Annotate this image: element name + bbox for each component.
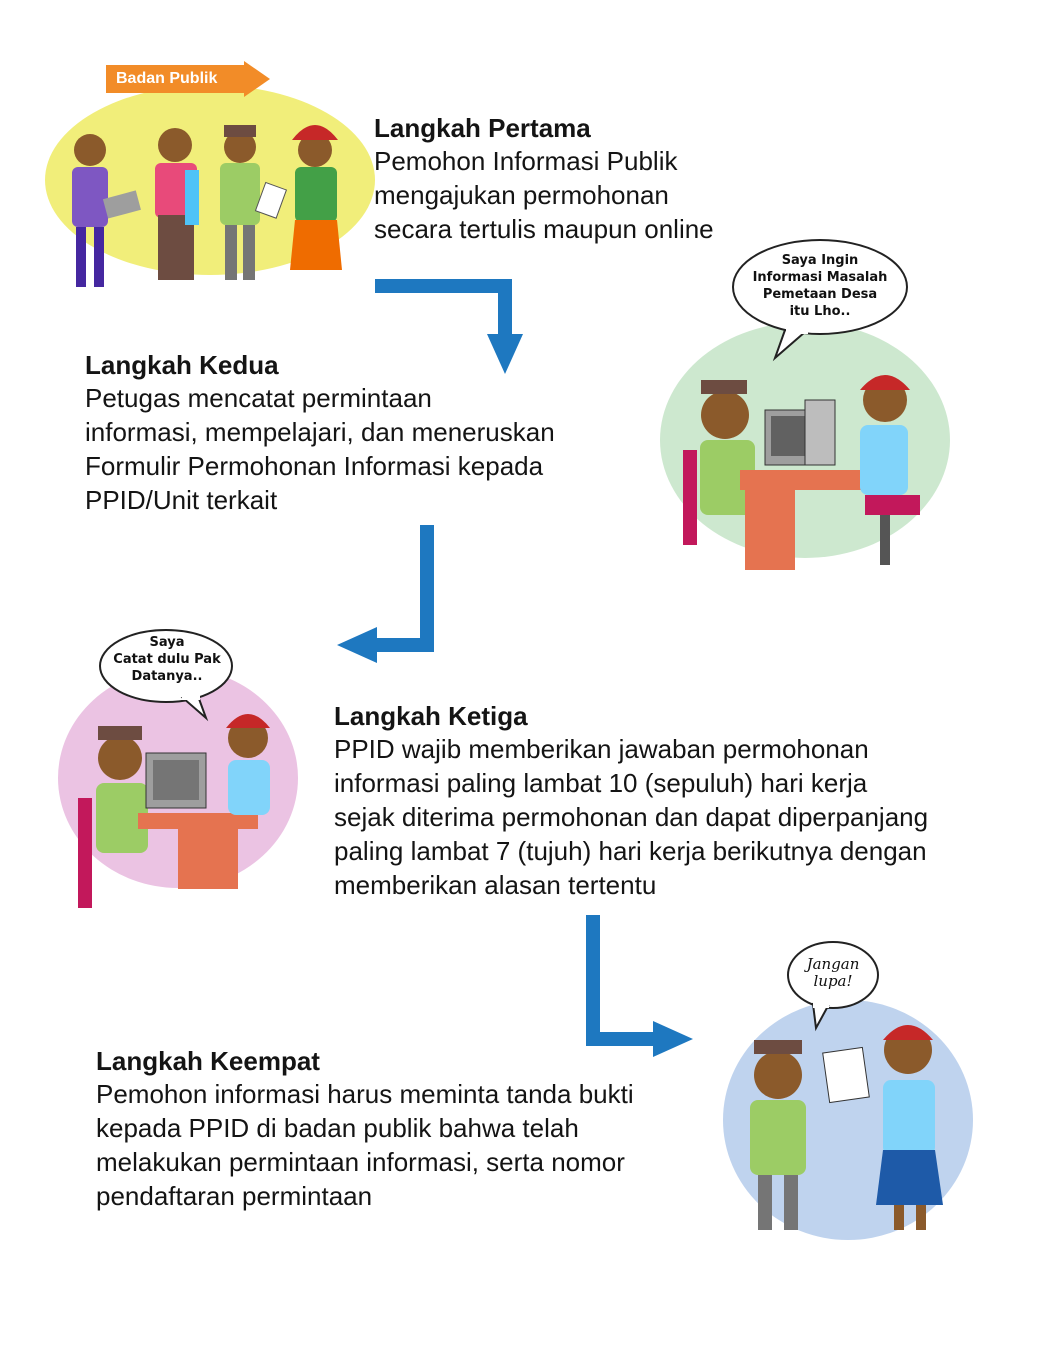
badan-publik-badge [106,61,270,97]
step-2 [85,349,625,517]
step-1-text: Pemohon Informasi Publik mengajukan permohonan secara tertulis maupun online [374,146,714,244]
step-2-title: Langkah Kedua [85,350,279,380]
flow-arrow-3 [583,915,698,1065]
illustration-registration [58,628,303,923]
step-3-text: PPID wajib memberikan jawaban permohonan informasi paling lambat 10 (sepuluh) hari kerja sejak diterima permohonan dan dapat diperpanjang paling lambat 7 (tujuh) hari kerja berikutnya dengan memberikan alasan tertentu [334,734,929,900]
step-4 [96,1045,716,1213]
step-3-title: Langkah Ketiga [334,701,528,731]
step-4-text: Pemohon informasi harus meminta tanda bukti kepada PPID di badan publik bahwa telah melakukan permintaan informasi, serta nomor pendaftaran permintaan [96,1079,634,1211]
illustration-public-body [20,55,365,305]
speech-bubble-step-4: Jangan lupa! [806,955,860,990]
illustration-receipt [718,940,988,1245]
step-3 [334,700,1024,902]
step-4-title: Langkah Keempat [96,1046,320,1076]
illustration-office-request [655,240,955,585]
step-1 [374,112,794,246]
flow-arrow-2 [335,525,445,670]
badge-label: Badan Publik [116,70,218,87]
step-2-text: Petugas mencatat permintaan informasi, mempelajari, dan meneruskan Formulir Permohonan Informasi kepada PPID/Unit terkait [85,383,555,515]
speech-bubble-step-3: Saya Catat dulu Pak Datanya.. [113,635,221,684]
step-1-title: Langkah Pertama [374,113,591,143]
speech-bubble-step-2: Saya Ingin Informasi Masalah Pemetaan Desa itu Lho.. [752,253,888,319]
